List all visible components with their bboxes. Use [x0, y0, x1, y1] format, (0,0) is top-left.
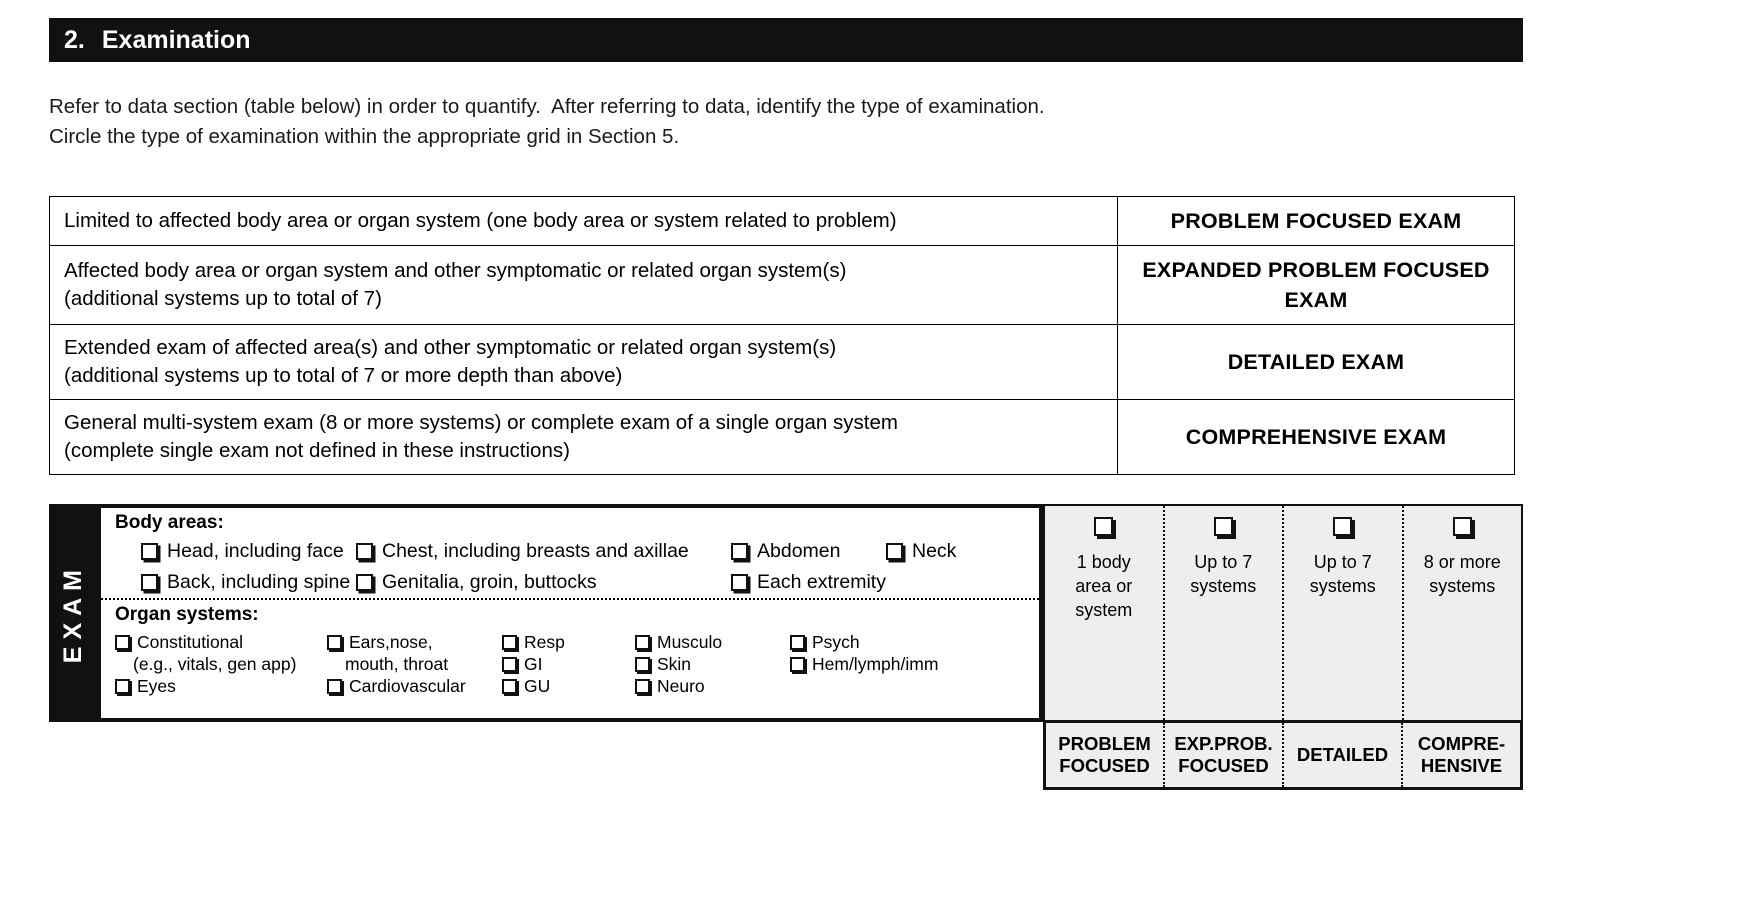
- checkbox-icon[interactable]: [1214, 517, 1233, 536]
- exam-description-cell: [50, 197, 1118, 246]
- checkbox-icon[interactable]: [1453, 517, 1472, 536]
- label-line-1: DETAILED EXAM: [1227, 350, 1405, 374]
- checkbox-label: Musculo: [657, 631, 723, 652]
- checkbox-icon[interactable]: [635, 635, 650, 650]
- checkbox-icon[interactable]: [502, 679, 517, 694]
- instruction-line-2: Circle the type of examination within the appropriate grid in Section 5.: [49, 125, 680, 148]
- criteria-line-1: 8 or more: [1423, 552, 1501, 572]
- constitutional-subtext: (e.g., vitals, gen app): [133, 653, 297, 674]
- checkbox-label: Chest, including breasts and axillae: [382, 540, 689, 562]
- organ-systems-column-1: [115, 631, 327, 697]
- exam-description-cell: [50, 246, 1118, 325]
- organ-systems-column-2: [327, 631, 502, 697]
- description-line-2: (additional systems up to total of 7 or more depth than above): [64, 364, 623, 387]
- footer-label-detailed: [1284, 723, 1403, 787]
- exam-sidebar-label: [49, 504, 97, 722]
- body-areas-title: Body areas:: [115, 512, 224, 533]
- checkbox-item-gi[interactable]: [502, 653, 635, 675]
- label-line-2: FOCUSED EXAM: [1284, 258, 1490, 312]
- checkbox-label: Ears,nose,: [349, 631, 433, 652]
- checkbox-icon[interactable]: [790, 657, 805, 672]
- description-line-2: (additional systems up to total of 7): [64, 287, 382, 310]
- footer-line-2: FOCUSED: [1059, 755, 1150, 776]
- checkbox-label: GI: [524, 653, 543, 674]
- checkbox-icon[interactable]: [502, 635, 517, 650]
- label-line-1: COMPREHENSIVE EXAM: [1185, 425, 1447, 449]
- organ-systems-title: Organ systems:: [115, 604, 259, 625]
- checkbox-item-skin[interactable]: [635, 653, 790, 675]
- exam-type-label-cell: [1118, 325, 1515, 400]
- checkbox-icon[interactable]: [115, 635, 130, 650]
- checkbox-label: Cardiovascular: [349, 675, 466, 696]
- checkbox-icon[interactable]: [790, 635, 805, 650]
- exam-type-label-cell: [1118, 197, 1515, 246]
- exam-type-label-cell: [1118, 246, 1515, 325]
- criteria-line-2: systems: [1429, 576, 1496, 596]
- criteria-line-1: 1 body: [1076, 552, 1131, 572]
- checkbox-item-resp[interactable]: [502, 631, 635, 653]
- footer-line-1: COMPRE-: [1417, 733, 1506, 754]
- checkbox-label: Skin: [657, 653, 692, 674]
- checkbox-item-each-extremity[interactable]: [731, 571, 886, 594]
- criteria-line-2: area or: [1075, 576, 1133, 596]
- checkbox-icon[interactable]: [635, 657, 650, 672]
- checkbox-label: Genitalia, groin, buttocks: [382, 571, 597, 593]
- organ-systems-column-4: [635, 631, 790, 697]
- checkbox-label: Back, including spine: [167, 571, 351, 593]
- checkbox-icon[interactable]: [356, 543, 373, 560]
- section-header: [49, 18, 1523, 62]
- checkbox-label: Eyes: [137, 675, 176, 696]
- checkbox-icon[interactable]: [1333, 517, 1352, 536]
- criteria-line-2: systems: [1190, 576, 1257, 596]
- description-line-1: Limited to affected body area or organ system (one body area or system related to problem): [64, 209, 897, 232]
- checkbox-icon[interactable]: [886, 543, 903, 560]
- description-line-1: Affected body area or organ system and other symptomatic or related organ system(s): [64, 259, 847, 282]
- table-row: [50, 400, 1515, 475]
- footer-label-problem-focused: [1046, 723, 1165, 787]
- checkbox-icon[interactable]: [356, 574, 373, 591]
- checkbox-label: Hem/lymph/imm: [812, 653, 939, 674]
- checkbox-item-genitalia[interactable]: [356, 571, 731, 594]
- exam-scoring-columns: [1043, 504, 1523, 722]
- description-line-1: General multi-system exam (8 or more systems) or complete exam of a single organ system: [64, 411, 898, 434]
- label-line-1: PROBLEM FOCUSED EXAM: [1170, 209, 1462, 233]
- footer-line-1: DETAILED: [1296, 744, 1389, 765]
- exam-type-definition-table: [49, 196, 1515, 475]
- footer-line-2: FOCUSED: [1178, 755, 1269, 776]
- criteria-line-1: Up to 7: [1313, 552, 1372, 572]
- checkbox-label: Neuro: [657, 675, 705, 696]
- ears-nose-subtext: mouth, throat: [345, 653, 449, 674]
- checkbox-icon[interactable]: [502, 657, 517, 672]
- checkbox-item-ears-nose-mouth-throat[interactable]: [327, 631, 502, 653]
- checkbox-item-abdomen[interactable]: [731, 540, 886, 563]
- checkbox-label: Each extremity: [757, 571, 886, 593]
- checkbox-item-constitutional[interactable]: [115, 631, 327, 653]
- checkbox-item-eyes[interactable]: [115, 675, 327, 697]
- checkbox-icon[interactable]: [327, 679, 342, 694]
- exam-description-cell: [50, 325, 1118, 400]
- checkbox-label: GU: [524, 675, 551, 696]
- checkbox-icon[interactable]: [141, 543, 158, 560]
- scoring-column-problem-focused[interactable]: [1045, 506, 1165, 720]
- organ-systems-column-5: [790, 631, 938, 697]
- checkbox-icon[interactable]: [635, 679, 650, 694]
- section-number: 2.: [64, 25, 85, 54]
- footer-line-2: HENSIVE: [1420, 755, 1503, 776]
- criteria-line-2: systems: [1309, 576, 1376, 596]
- checkbox-item-hem-lymph-imm[interactable]: [790, 653, 938, 675]
- criteria-line-3: system: [1075, 600, 1133, 620]
- footer-line-1: PROBLEM: [1058, 733, 1151, 754]
- description-line-2: (complete single exam not defined in these instructions): [64, 439, 570, 462]
- checkbox-item-gu[interactable]: [502, 675, 635, 697]
- checkbox-icon[interactable]: [1094, 517, 1113, 536]
- organ-systems-grid: [101, 628, 1039, 697]
- exam-checklist-content: [101, 508, 1039, 718]
- checkbox-item-back[interactable]: [141, 571, 356, 594]
- label-line-1: EXPANDED PROBLEM: [1142, 258, 1377, 282]
- exam-checklist-panel: [49, 504, 1043, 722]
- checkbox-icon[interactable]: [731, 574, 748, 591]
- exam-scoring-footer: [1043, 720, 1523, 790]
- organ-systems-column-3: [502, 631, 635, 697]
- exam-sidebar-text: EXAM: [58, 562, 87, 664]
- scoring-column-detailed[interactable]: [1284, 506, 1404, 720]
- scoring-column-expanded-problem-focused[interactable]: [1165, 506, 1285, 720]
- checkbox-item-head[interactable]: [141, 540, 356, 563]
- exam-type-label-cell: [1118, 400, 1515, 475]
- table-row: [50, 325, 1515, 400]
- checkbox-icon[interactable]: [731, 543, 748, 560]
- checkbox-item-neck[interactable]: [886, 540, 956, 563]
- checkbox-label: Abdomen: [757, 540, 841, 562]
- instruction-line-1: Refer to data section (table below) in order to quantify. After referring to data, identify the type of examination.: [49, 95, 1045, 118]
- checkbox-label: Psych: [812, 631, 860, 652]
- checkbox-item-musculo[interactable]: [635, 631, 790, 653]
- scoring-column-comprehensive[interactable]: [1404, 506, 1522, 720]
- instructions: [49, 92, 1449, 152]
- checkbox-item-psych[interactable]: [790, 631, 938, 653]
- section-title: Examination: [101, 25, 251, 54]
- checkbox-label: Neck: [912, 540, 957, 562]
- footer-label-exp-prob-focused: [1165, 723, 1284, 787]
- checkbox-label: Constitutional: [137, 631, 244, 652]
- body-areas-row-1: [101, 536, 1039, 567]
- checkbox-icon[interactable]: [115, 679, 130, 694]
- body-areas-row-2: [101, 567, 1039, 598]
- exam-description-cell: [50, 400, 1118, 475]
- checkbox-label: Resp: [524, 631, 565, 652]
- checkbox-item-chest[interactable]: [356, 540, 731, 563]
- checkbox-icon[interactable]: [141, 574, 158, 591]
- checkbox-item-neuro[interactable]: [635, 675, 790, 697]
- checkbox-icon[interactable]: [327, 635, 342, 650]
- exam-grid: [49, 504, 1523, 794]
- footer-label-comprehensive: [1403, 723, 1520, 787]
- footer-line-1: EXP.PROB.: [1174, 733, 1273, 754]
- description-line-1: Extended exam of affected area(s) and other symptomatic or related organ system(s): [64, 336, 837, 359]
- checkbox-item-cardiovascular[interactable]: [327, 675, 502, 697]
- table-row: [50, 197, 1515, 246]
- checkbox-label: Head, including face: [167, 540, 344, 562]
- table-row: [50, 246, 1515, 325]
- criteria-line-1: Up to 7: [1194, 552, 1253, 572]
